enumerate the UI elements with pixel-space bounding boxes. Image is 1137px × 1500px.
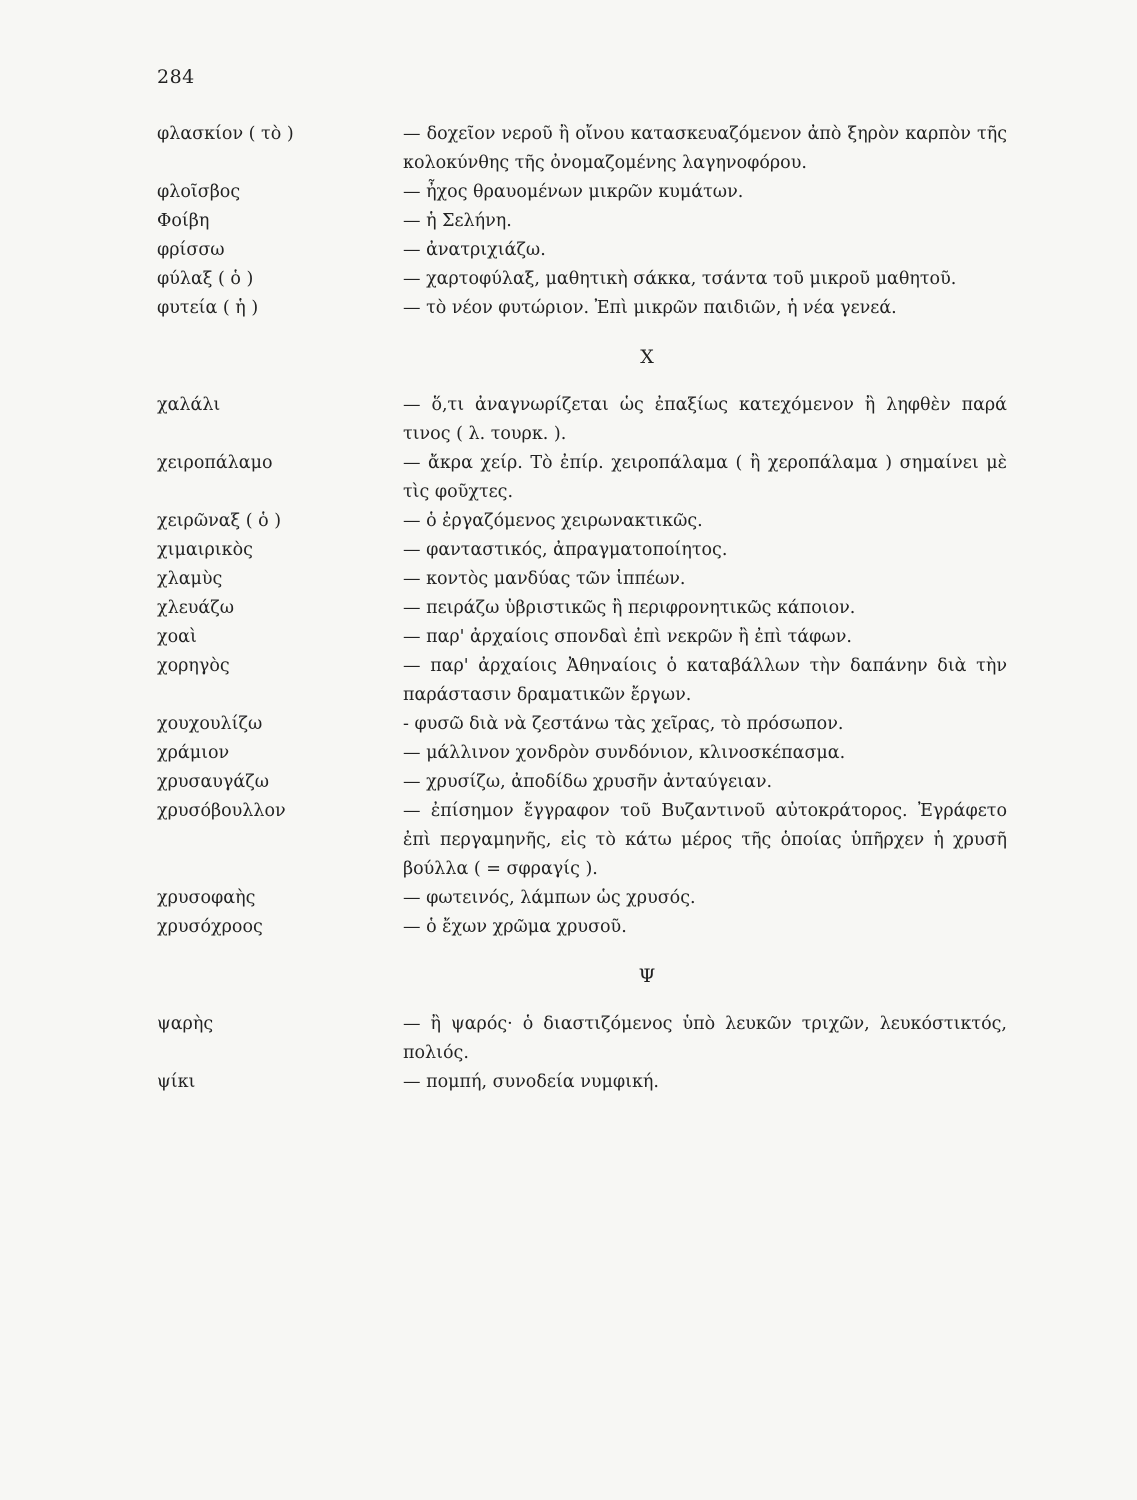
entry [157, 652, 1017, 710]
entry-term: χρυσοφαὴς [157, 888, 256, 908]
entry [157, 449, 1017, 507]
entry [157, 120, 1017, 178]
entry [157, 623, 1017, 652]
entry-term: χειροπάλαμο [157, 453, 273, 473]
entry-term: Φοίβη [157, 211, 210, 231]
entry-term: χρυσαυγάζω [157, 772, 269, 792]
entry-definition: — ἐπίσημον ἔγγραφον τοῦ Βυζαντινοῦ αὐτοκράτορος. Ἐγράφετο ἐπὶ περγαμηνῆς, εἰς τὸ κάτω μέρος τῆς ὁποίας ὑπῆρχεν ἡ χρυσῆ βούλλα ( = σφραγίς ). [403, 801, 1007, 879]
entry [157, 710, 1017, 739]
entry-term: χουχουλίζω [157, 714, 263, 734]
entry-term: χορηγὸς [157, 656, 230, 676]
entry-definition: — χρυσίζω, ἀποδίδω χρυσῆν ἀνταύγειαν. [403, 772, 773, 792]
entry [157, 536, 1017, 565]
entry-definition: — ἀνατριχιάζω. [403, 240, 546, 260]
entry [157, 265, 1017, 294]
entry-term: χρυσόχροος [157, 917, 263, 937]
entry-term: ψίκι [157, 1072, 196, 1092]
entry-term: φλασκίον ( τὸ ) [157, 124, 294, 144]
entry-definition: — ὁ ἐργαζόμενος χειρωνακτικῶς. [403, 511, 703, 531]
entry-term: χιμαιρικὸς [157, 540, 253, 560]
entry-definition: — φανταστικός, ἀπραγματοποίητος. [403, 540, 728, 560]
entry-definition: — χαρτοφύλαξ, μαθητικὴ σάκκα, τσάντα τοῦ μικροῦ μαθητοῦ. [403, 269, 957, 289]
entry-definition: — ἦχος θραυομένων μικρῶν κυμάτων. [403, 182, 744, 202]
entry-definition: — παρ' ἀρχαίοις σπονδαὶ ἐπὶ νεκρῶν ἢ ἐπὶ τάφων. [403, 627, 852, 647]
entry [157, 236, 1017, 265]
entry [157, 1068, 1017, 1097]
entry [157, 207, 1017, 236]
entry [157, 294, 1017, 323]
entry [157, 594, 1017, 623]
entry [157, 913, 1017, 942]
entry-definition: — φωτεινός, λάμπων ὡς χρυσός. [403, 888, 696, 908]
section-phi [157, 120, 1017, 1097]
entry-definition: — πειράζω ὑβριστικῶς ἢ περιφρονητικῶς κάποιον. [403, 598, 856, 618]
entry-definition: — δοχεῖον νεροῦ ἢ οἴνου κατασκευαζόμενον ἀπὸ ξηρὸν καρπὸν τῆς κολοκύνθης τῆς ὀνομαζομένης λαγηνοφόρου. [403, 124, 1007, 173]
entry-term: χειρῶναξ ( ὁ ) [157, 511, 282, 531]
entry-term: χλευάζω [157, 598, 234, 618]
entry-term: χρυσόβουλλον [157, 801, 286, 821]
entry [157, 507, 1017, 536]
entry-definition: — μάλλινον χονδρὸν συνδόνιον, κλινοσκέπασμα. [403, 743, 846, 763]
entry-definition: - φυσῶ διὰ νὰ ζεστάνω τὰς χεῖρας, τὸ πρόσωπον. [403, 714, 844, 734]
entry-definition: — ἢ ψαρός· ὁ διαστιζόμενος ὑπὸ λευκῶν τριχῶν, λευκόστικτός, πολιός. [403, 1014, 1007, 1063]
entry-definition: — τὸ νέον φυτώριον. Ἐπὶ μικρῶν παιδιῶν, ἡ νέα γενεά. [403, 298, 897, 318]
entry [157, 391, 1017, 449]
entry [157, 178, 1017, 207]
entry-definition: — παρ' ἀρχαίοις Ἀθηναίοις ὁ καταβάλλων τὴν δαπάνην διὰ τὴν παράστασιν δραματικῶν ἔργων. [403, 656, 1007, 705]
entry-definition: — πομπή, συνοδεία νυμφική. [403, 1072, 659, 1092]
entry-definition: — ἡ Σελήνη. [403, 211, 512, 231]
entry [157, 797, 1017, 884]
entry-definition: — ὅ,τι ἀναγνωρίζεται ὡς ἐπαξίως κατεχόμενον ἢ ληφθὲν παρά τινος ( λ. τουρκ. ). [403, 395, 1007, 444]
entry-definition: — κοντὸς μανδύας τῶν ἱππέων. [403, 569, 686, 589]
entry-term: φρίσσω [157, 240, 225, 260]
entry [157, 768, 1017, 797]
entry-term: χοαὶ [157, 627, 197, 647]
entry-term: φύλαξ ( ὁ ) [157, 269, 254, 289]
entry [157, 1010, 1017, 1068]
section-letter: Χ [640, 346, 654, 368]
entry-term: χράμιον [157, 743, 230, 763]
entry-term: φυτεία ( ἡ ) [157, 298, 259, 318]
entry-definition: — ὁ ἔχων χρῶμα χρυσοῦ. [403, 917, 627, 937]
page-number: 284 [157, 66, 195, 88]
entry-term: χαλάλι [157, 395, 221, 415]
entry-term: ψαρὴς [157, 1014, 214, 1034]
entry-term: χλαμὺς [157, 569, 223, 589]
section-letter: Ψ [638, 965, 656, 987]
entry-definition: — ἄκρα χείρ. Τὸ ἐπίρ. χειροπάλαμα ( ἢ χεροπάλαμα ) σημαίνει μὲ τὶς φοῦχτες. [403, 453, 1007, 502]
entry [157, 884, 1017, 913]
entry-term: φλοῖσβος [157, 182, 241, 202]
entry [157, 565, 1017, 594]
entry [157, 739, 1017, 768]
